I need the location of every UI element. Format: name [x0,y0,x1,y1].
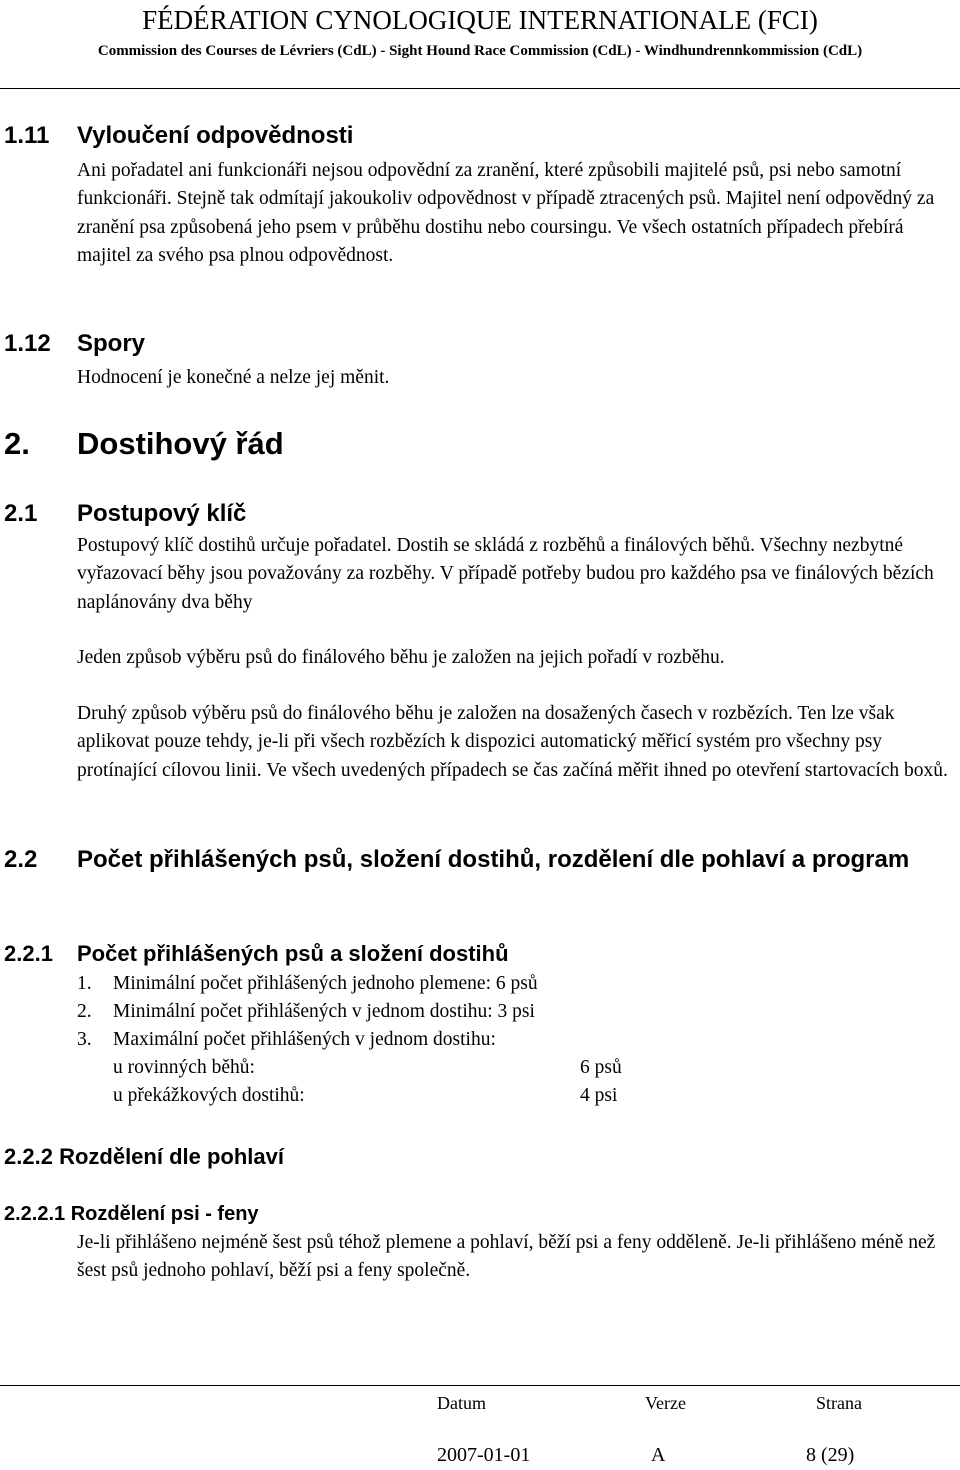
section-heading-1-11: 1.11 Vyloučení odpovědnosti [4,122,354,149]
chapter-heading-2: 2. Dostihový řád [4,426,284,461]
section-text-2-1-para2: Jeden způsob výběru psů do finálového běhu je založen na jejich pořadí v rozběhu. [77,647,725,668]
section-text-2-1-para1: Postupový klíč dostihů určuje pořadatel. Dostih se skládá z rozběhů a finálových běhů. Všechny nezbytné vyřazovací běhy jsou považovány za rozběhy. V případě potřeby budou pro každého psa ve finálových bězích naplánovány dva běhy [77,535,934,613]
limit-row-flat: u rovinných běhů: 6 psů [113,1057,622,1078]
section-heading-2-2-1: 2.2.1 Počet přihlášených psů a složení dostihů [4,941,509,966]
footer-divider [0,1385,960,1386]
section-text-2-2-2-1: Je-li přihlášeno nejméně šest psů téhož plemene a pohlaví, běží psi a feny odděleně. Je-li přihlášeno méně než šest psů jednoho pohlaví, běží psi a feny společně. [77,1232,936,1282]
header-divider [0,88,960,89]
footer-label-date: Datum [437,1393,486,1413]
section-heading-2-2: 2.2 Počet přihlášených psů, složení dostihů, rozdělení dle pohlaví a program [4,846,910,873]
list-item: 2. Minimální počet přihlášených v jednom dostihu: 3 psi [77,1001,535,1022]
section-text-1-11: Ani pořadatel ani funkcionáři nejsou odpovědní za zranění, které způsobili majitelé psů, psi nebo samotní funkcionáři. Stejně tak odmítají jakoukoliv odpovědnost v případě ztracených psů. Majitel není odpovědný za zranění psa způsobená jeho psem v průběhu dostihu nebo coursingu. Ve všech ostatních případech přebírá majitel za svého psa plnou odpovědnost. [77,160,935,266]
footer-value-date: 2007-01-01 [437,1444,531,1466]
section-text-1-12: Hodnocení je konečné a nelze jej měnit. [77,367,390,388]
section-heading-2-1: 2.1 Postupový klíč [4,500,247,527]
footer-label-page: Strana [816,1393,862,1413]
commission-subtitle: Commission des Courses de Lévriers (CdL) - Sight Hound Race Commission (CdL) - Windhundrennkommission (CdL) [97,43,863,59]
list-item: 1. Minimální počet přihlášených jednoho plemene: 6 psů [77,973,538,994]
list-item: 3. Maximální počet přihlášených v jednom dostihu: [77,1029,496,1050]
section-heading-2-2-2-1: 2.2.2.1 Rozdělení psi - feny [4,1203,259,1225]
section-text-2-1-para3: Druhý způsob výběru psů do finálového běhu je založen na dosažených časech v rozbězích. Ten lze však aplikovat pouze tehdy, je-li při všech rozbězích k dispozici automatický měřicí systém pro všechny psy protínající cílovou linii. Ve všech uvedených případech se čas začíná měřit ihned po otevření startovacích boxů. [77,703,948,781]
section-heading-2-2-2: 2.2.2 Rozdělení dle pohlaví [4,1144,284,1169]
organization-title: FÉDÉRATION CYNOLOGIQUE INTERNATIONALE (FCI) [142,5,818,35]
footer-value-version: A [651,1444,666,1466]
footer-value-page: 8 (29) [806,1444,855,1466]
section-heading-1-12: 1.12 Spory [4,330,146,357]
limit-row-hurdle: u překážkových dostihů: 4 psi [113,1085,618,1106]
footer-label-version: Verze [645,1393,686,1413]
